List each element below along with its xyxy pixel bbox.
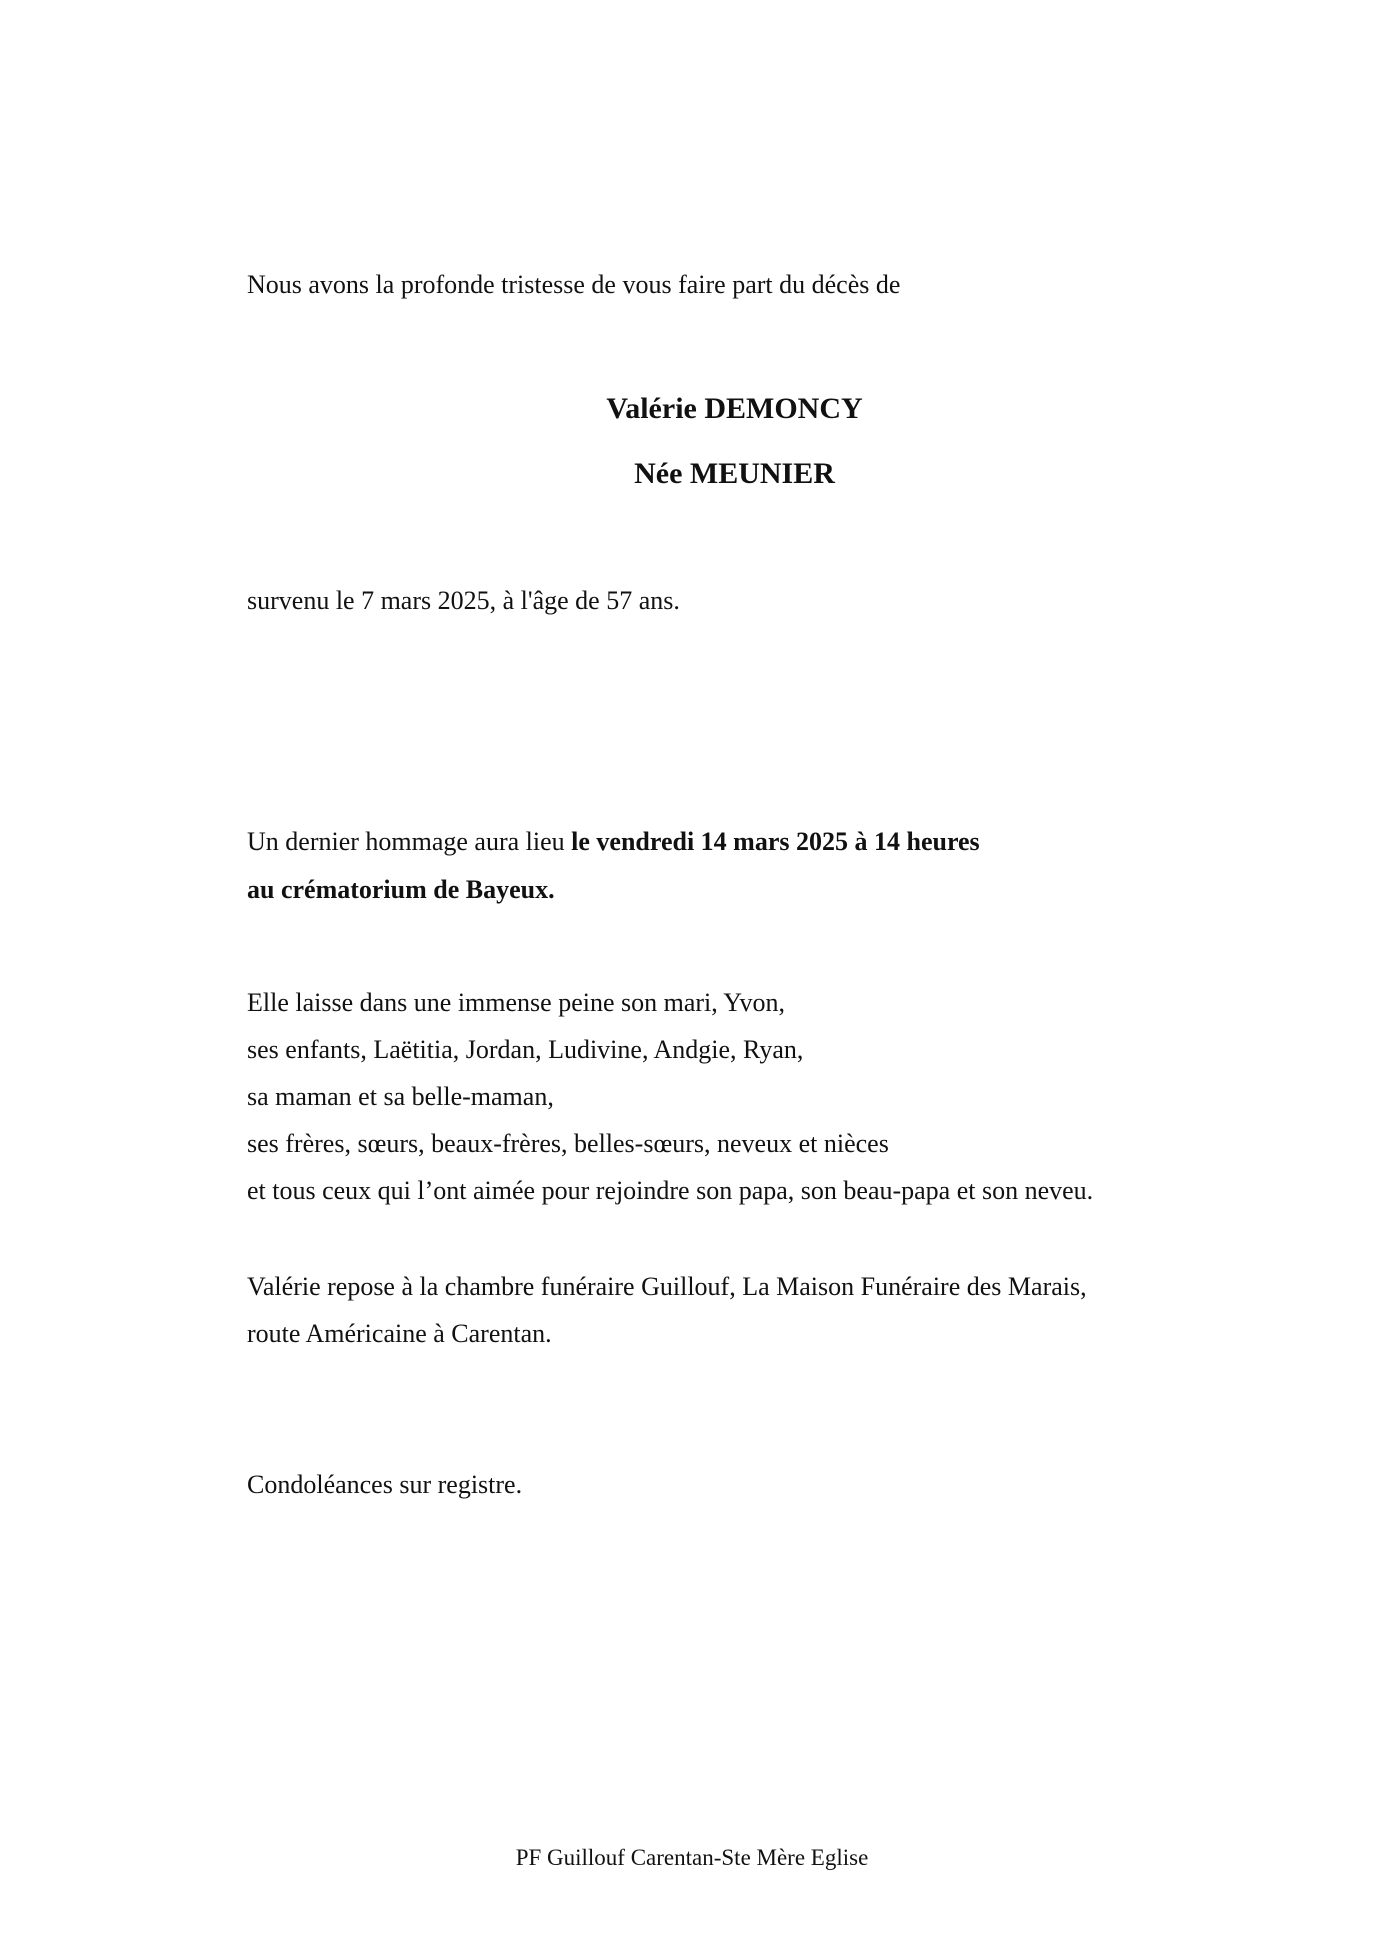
family-line: sa maman et sa belle-maman, xyxy=(247,1082,554,1111)
rest-place-line: route Américaine à Carentan. xyxy=(247,1319,552,1348)
deceased-name: Valérie DEMONCY xyxy=(606,392,863,425)
deceased-maiden-name: Née MEUNIER xyxy=(634,457,835,490)
family-line: ses frères, sœurs, beaux-frères, belles-sœurs, neveux et nièces xyxy=(247,1129,889,1158)
ceremony-date-time: le vendredi 14 mars 2025 à 14 heures xyxy=(571,827,980,856)
death-info: survenu le 7 mars 2025, à l'âge de 57 ans. xyxy=(247,586,680,615)
ceremony-prefix: Un dernier hommage aura lieu xyxy=(247,827,572,856)
rest-place-line: Valérie repose à la chambre funéraire Guillouf, La Maison Funéraire des Marais, xyxy=(247,1272,1087,1301)
family-line: Elle laisse dans une immense peine son mari, Yvon, xyxy=(247,988,785,1017)
condolences-text: Condoléances sur registre. xyxy=(247,1470,523,1499)
ceremony-place: au crématorium de Bayeux. xyxy=(247,875,555,904)
family-line: et tous ceux qui l’ont aimée pour rejoindre son papa, son beau-papa et son neveu. xyxy=(247,1176,1094,1205)
family-line: ses enfants, Laëtitia, Jordan, Ludivine, Andgie, Ryan, xyxy=(247,1035,804,1064)
funeral-home-footer: PF Guillouf Carentan-Ste Mère Eglise xyxy=(515,1845,869,1870)
intro-text: Nous avons la profonde tristesse de vous faire part du décès de xyxy=(247,270,901,299)
ceremony-line xyxy=(247,827,980,857)
